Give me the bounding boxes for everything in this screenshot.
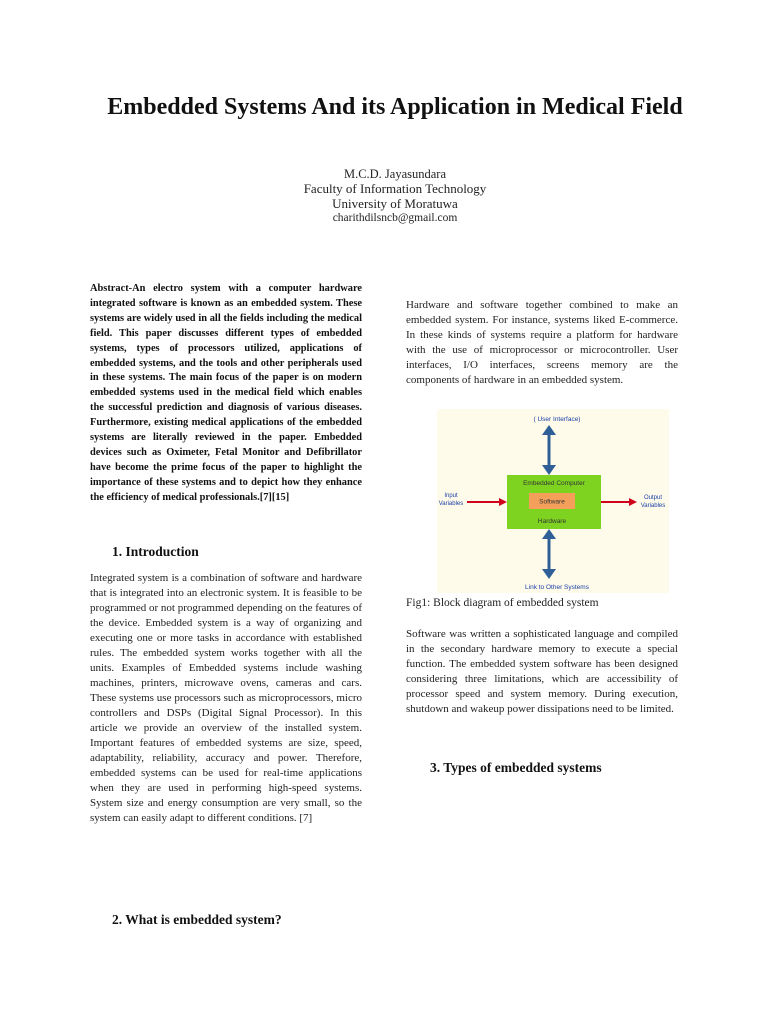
output-label-line1: Output bbox=[643, 495, 663, 501]
software-label: Software bbox=[539, 498, 565, 506]
input-label-line2: Variables bbox=[438, 501, 464, 507]
up-arrow bbox=[542, 425, 556, 475]
section-heading-introduction: 1. Introduction bbox=[112, 544, 199, 559]
introduction-paragraph: Integrated system is a combination of software and hardware that is integrated into an electronic system. It is feasible to be programmed or not programmed depending on the features of the device. Embedded system is a way of organizing and executing one or more tasks in accordance with established rules. The embedded system works together with all the units. Examples of Embedded systems include washing machines, printers, microwave ovens, cameras and cars. These systems use processors such as microprocessors, micro controllers and DSPs (Digital Signal Processor). In this article we provide an overview of the installed system. Important features of embedded systems are size, speed, adaptability, reliability, accuracy and power. Therefore, embedded systems can be used for real-time applications when they are used in performing high-speed systems. System size and energy consumption are very small, so the system can easily adapt to different conditions. [7] bbox=[90, 572, 362, 824]
figure-caption: Fig1: Block diagram of embedded system bbox=[406, 597, 599, 609]
hardware-label: Hardware bbox=[537, 518, 567, 525]
author-university: University of Moratuwa bbox=[332, 196, 458, 211]
block-diagram-figure bbox=[437, 409, 669, 593]
user-interface-label: ( User Interface) bbox=[533, 416, 581, 423]
right-paragraph-2: Software was written a sophisticated language and compiled in the secondary hardware memory to execute a special function. The embedded system software has been designed considering three limitations, which are accessibility of processor speed and system memory. During execution, shutdown and wakeup power dissipations need to be limited. bbox=[406, 628, 678, 715]
author-affiliation: Faculty of Information Technology bbox=[303, 181, 487, 196]
section-heading-types: 3. Types of embedded systems bbox=[430, 760, 602, 775]
author-name: M.C.D. Jayasundara bbox=[343, 167, 447, 181]
abstract: Abstract-An electro system with a computer hardware integrated software is known as an embedded system. These systems are widely used in all the fields including the medical field. This paper discusses different types of embedded systems, types of processors utilized, applications of embedded systems, and the tools and other peripherals used in these systems. The main focus of the paper is on modern embedded systems used in the medical field which enables the successful prediction and diagnosis of various diseases. Furthermore, existing medical applications of the embedded systems are literally reviewed in the paper. Embedded devices such as Oximeter, Fetal Monitor and Defibrillator have become the prime focus of the paper to highlight the importance of these systems and to depict how they enhance the efficiency of medical professionals.[7][15] bbox=[90, 283, 362, 503]
paper-title: Embedded Systems And its Application in Medical Field bbox=[107, 94, 683, 120]
down-arrow bbox=[542, 529, 556, 579]
input-label-line1: Input bbox=[444, 493, 458, 499]
output-arrow bbox=[601, 498, 637, 506]
link-label: Link to Other Systems bbox=[525, 584, 589, 591]
section-heading-what-is: 2. What is embedded system? bbox=[112, 912, 282, 927]
block-diagram bbox=[437, 409, 669, 593]
input-arrow bbox=[467, 498, 507, 506]
output-label-line2: Variables bbox=[640, 503, 666, 509]
embedded-computer-label: Embedded Computer bbox=[523, 480, 585, 487]
right-paragraph-1: Hardware and software together combined to make an embedded system. For instance, systems liked E-commerce. In these kinds of systems require a platform for hardware with the use of microprocessor or microcontroller. User interfaces, I/O interfaces, screens memory are the components of hardware in an embedded system. bbox=[406, 299, 678, 386]
author-email: charithdilsncb@gmail.com bbox=[332, 212, 458, 224]
